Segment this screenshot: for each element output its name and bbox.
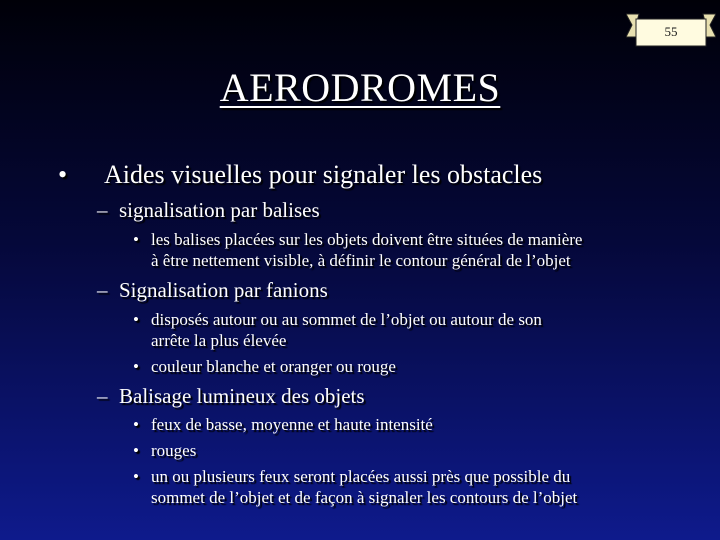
bullet-level1: •: [58, 160, 68, 189]
list-item-line: à être nettement visible, à définir le contour général de l’objet: [151, 251, 571, 270]
list-item-line: feux de basse, moyenne et haute intensité: [151, 415, 433, 434]
bullet-level3: •: [133, 310, 139, 329]
dash-bullet: –: [97, 278, 108, 302]
list-item-line: sommet de l’objet et de façon à signaler les contours de l’objet: [151, 488, 578, 507]
list-item-line: arrête la plus élevée: [151, 331, 287, 350]
slide-number-badge: [626, 10, 716, 48]
section-heading: Signalisation par fanions: [119, 278, 328, 302]
list-item-line: les balises placées sur les objets doivent être situées de manière: [151, 230, 583, 249]
bullet-level3: •: [133, 415, 139, 434]
slide-number: 55: [664, 24, 678, 39]
bullet-level3: •: [133, 230, 139, 249]
main-point: Aides visuelles pour signaler les obstacles: [104, 160, 543, 189]
dash-bullet: –: [97, 384, 108, 408]
slide-title: AERODROMES: [219, 65, 501, 110]
bullet-level3: •: [133, 357, 139, 376]
bullet-level3: •: [133, 441, 139, 460]
section-heading: signalisation par balises: [119, 198, 320, 222]
bullet-level3: •: [133, 467, 139, 486]
dash-bullet: –: [97, 198, 108, 222]
section-heading: Balisage lumineux des objets: [119, 384, 365, 408]
list-item-line: disposés autour ou au sommet de l’objet ou autour de son: [151, 310, 542, 329]
list-item-line: un ou plusieurs feux seront placées aussi près que possible du: [151, 467, 571, 486]
list-item-line: couleur blanche et oranger ou rouge: [151, 357, 396, 376]
list-item-line: rouges: [151, 441, 197, 460]
